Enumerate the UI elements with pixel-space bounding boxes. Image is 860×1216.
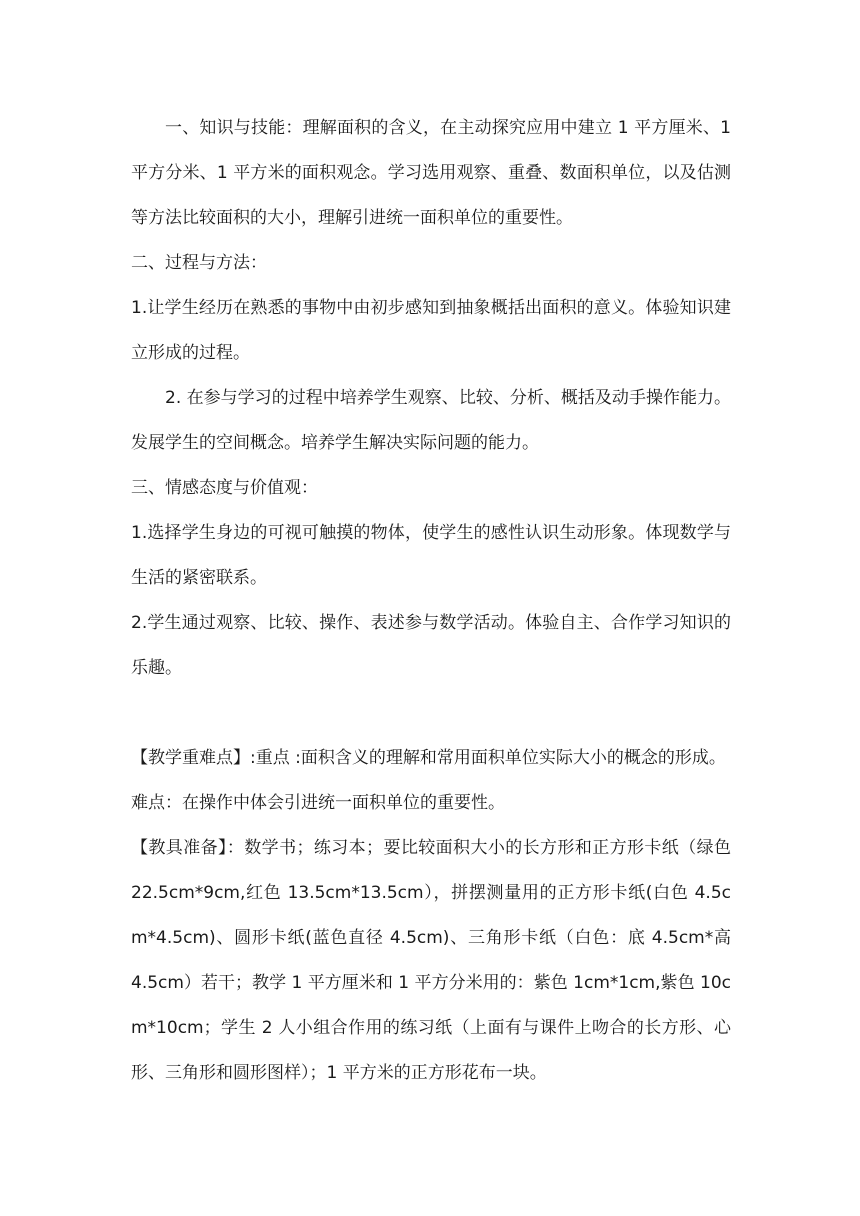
blank-line [131,691,731,736]
process-item-2: 2. 在参与学习的过程中培养学生观察、比较、分析、概括及动手操作能力。发展学生的空间概念。培养学生解决实际问题的能力。 [131,388,731,453]
knowledge-skills-paragraph: 一、知识与技能：理解面积的含义，在主动探究应用中建立 1 平方厘米、1 平方分米、1 平方米的面积观念。学习选用观察、重叠、数面积单位，以及估测等方法比较面积的大小，理解引进统一面积单位的重要性。 [131,118,731,228]
teaching-aids-paragraph: 【教具准备】：数学书；练习本；要比较面积大小的长方形和正方形卡纸（绿色 22.5cm*9cm,红色 13.5cm*13.5cm），拼摆测量用的正方形卡纸(白色 4.5cm*4.5cm)、圆形卡纸(蓝色直径 4.5cm)、三角形卡纸（白色：底 4.5cm*高 4.5cm）若干；教学 1 平方厘米和 1 平方分米用的：紫色 1cm*1cm,紫色 10cm*10cm；学生 2 人小组合作用的练习纸（上面有与课件上吻合的长方形、心形、三角形和圆形图样）；1 平方米的正方形花布一块。 [131,838,731,1083]
difficult-point-paragraph: 难点：在操作中体会引进统一面积单位的重要性。 [131,793,505,813]
emotion-values-heading: 三、情感态度与价值观： [131,478,318,498]
emotion-item-2: 2.学生通过观察、比较、操作、表述参与数学活动。体验自主、合作学习知识的乐趣。 [131,613,731,678]
document-body [131,106,731,1096]
process-item-1: 1.让学生经历在熟悉的事物中由初步感知到抽象概括出面积的意义。体验知识建立形成的过程。 [131,298,731,363]
emotion-item-1: 1.选择学生身边的可视可触摸的物体，使学生的感性认识生动形象。体现数学与生活的紧密联系。 [131,523,731,588]
process-method-heading: 二、过程与方法： [131,253,267,273]
key-points-paragraph: 【教学重难点】:重点 :面积含义的理解和常用面积单位实际大小的概念的形成。 [131,748,726,768]
